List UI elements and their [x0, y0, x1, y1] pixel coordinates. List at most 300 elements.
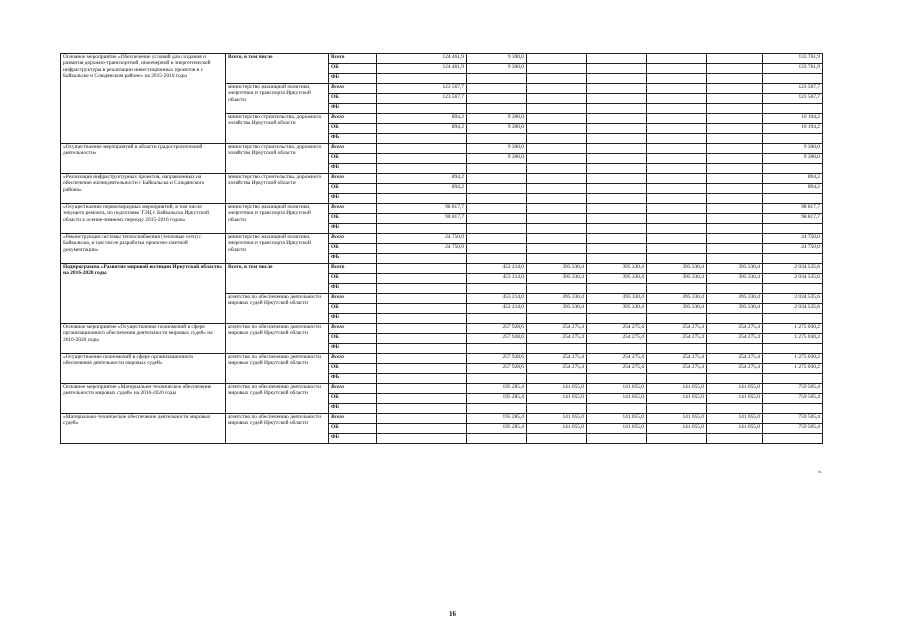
- amount-cell: [467, 374, 527, 384]
- amount-cell: [647, 244, 707, 254]
- amount-cell: [587, 94, 647, 104]
- amount-cell: 395 330,4: [527, 264, 587, 274]
- amount-cell: [707, 194, 763, 204]
- amount-cell: [467, 84, 527, 94]
- amount-cell: 195 285,4: [467, 424, 527, 434]
- amount-cell: 254 275,4: [527, 334, 587, 344]
- amount-cell: [527, 134, 587, 144]
- amount-cell: 453 214,0: [467, 264, 527, 274]
- amount-cell: [527, 94, 587, 104]
- amount-cell: 123 567,7: [377, 84, 467, 94]
- amount-cell: [467, 104, 527, 114]
- amount-cell: [467, 164, 527, 174]
- amount-cell: 141 055,0: [527, 414, 587, 424]
- responsible-executor: агентство по обеспечению деятельности мировых судей Иркутской области: [226, 384, 329, 414]
- amount-cell: [587, 164, 647, 174]
- amount-cell: [467, 404, 527, 414]
- amount-cell: [647, 134, 707, 144]
- table-row: [61, 54, 823, 64]
- amount-cell: [467, 234, 527, 244]
- amount-cell: [527, 114, 587, 124]
- amount-cell: [707, 144, 763, 154]
- funding-source: Всего: [329, 324, 377, 334]
- amount-cell: [587, 124, 647, 134]
- amount-cell: [527, 434, 587, 444]
- table-row: [61, 354, 823, 364]
- amount-cell: [377, 424, 467, 434]
- amount-cell: 195 285,4: [467, 384, 527, 394]
- amount-cell: 395 330,4: [587, 264, 647, 274]
- responsible-executor: агентство по обеспечению деятельности мировых судей Иркутской области: [226, 414, 329, 444]
- amount-cell: [527, 374, 587, 384]
- amount-cell: 395 330,4: [527, 274, 587, 284]
- amount-cell: [587, 254, 647, 264]
- amount-cell: [707, 244, 763, 254]
- amount-cell: [647, 314, 707, 324]
- amount-cell: [377, 224, 467, 234]
- amount-cell: [377, 194, 467, 204]
- amount-cell: 254 275,4: [527, 364, 587, 374]
- amount-cell: 254 275,4: [587, 334, 647, 344]
- amount-cell: [377, 314, 467, 324]
- table-row: [61, 414, 823, 424]
- amount-cell: 453 214,0: [467, 304, 527, 314]
- amount-cell: 9 300,0: [467, 54, 527, 64]
- measure-description: Основное мероприятие «Обеспечение условий для создания и развития дорожно-транспортной, инженерной и энергетической инфраструктуры в реализации инвестиционных проектов в г. Байкальске и Слюдянском районе» на 2015-2016 годы: [61, 54, 226, 144]
- amount-cell: 395 330,4: [587, 304, 647, 314]
- amount-cell: [527, 314, 587, 324]
- responsible-executor: министерство строительства, дорожного хозяйства Иркутской области: [226, 174, 329, 204]
- amount-cell: [377, 354, 467, 364]
- amount-cell: [587, 154, 647, 164]
- amount-cell: [527, 54, 587, 64]
- amount-cell: [467, 204, 527, 214]
- amount-cell: [527, 124, 587, 134]
- amount-cell: [707, 234, 763, 244]
- amount-cell: 9 300,0: [467, 154, 527, 164]
- amount-cell: [467, 194, 527, 204]
- amount-cell: [587, 404, 647, 414]
- funding-source: ФБ: [329, 104, 377, 114]
- amount-cell: 98 817,7: [377, 214, 467, 224]
- amount-cell: 254 275,4: [587, 324, 647, 334]
- amount-cell: 254 275,4: [527, 324, 587, 334]
- amount-cell: 759 505,4: [763, 414, 823, 424]
- funding-source: Всего: [329, 294, 377, 304]
- responsible-executor: министерство строительства, дорожного хозяйства Иркутской области: [226, 144, 329, 174]
- amount-cell: [587, 184, 647, 194]
- responsible-executor: Всего, в том числе: [226, 54, 329, 84]
- amount-cell: 98 817,7: [763, 214, 823, 224]
- amount-cell: 123 567,7: [763, 84, 823, 94]
- funding-source: Всего: [329, 354, 377, 364]
- amount-cell: [647, 374, 707, 384]
- amount-cell: 9 300,0: [763, 144, 823, 154]
- amount-cell: 453 214,0: [467, 274, 527, 284]
- amount-cell: 254 275,4: [527, 354, 587, 364]
- funding-source: ФБ: [329, 224, 377, 234]
- amount-cell: 2 034 535,6: [763, 264, 823, 274]
- amount-cell: [527, 64, 587, 74]
- amount-cell: 254 275,4: [647, 324, 707, 334]
- amount-cell: [587, 314, 647, 324]
- amount-cell: [707, 134, 763, 144]
- funding-source: ФБ: [329, 314, 377, 324]
- amount-cell: 24 750,0: [763, 244, 823, 254]
- amount-cell: [647, 84, 707, 94]
- amount-cell: [587, 244, 647, 254]
- funding-source: ОБ: [329, 124, 377, 134]
- amount-cell: [763, 284, 823, 294]
- amount-cell: [707, 214, 763, 224]
- table-row: [61, 384, 823, 394]
- amount-cell: [467, 284, 527, 294]
- funding-source: ОБ: [329, 334, 377, 344]
- funding-source: ОБ: [329, 154, 377, 164]
- amount-cell: [377, 104, 467, 114]
- amount-cell: [527, 204, 587, 214]
- amount-cell: [467, 254, 527, 264]
- amount-cell: [763, 344, 823, 354]
- amount-cell: [707, 174, 763, 184]
- amount-cell: [467, 134, 527, 144]
- funding-source: ФБ: [329, 254, 377, 264]
- amount-cell: 141 055,0: [707, 384, 763, 394]
- amount-cell: [707, 374, 763, 384]
- amount-cell: [647, 104, 707, 114]
- table-row: [61, 204, 823, 214]
- amount-cell: [467, 94, 527, 104]
- amount-cell: [377, 384, 467, 394]
- amount-cell: 124 461,9: [377, 64, 467, 74]
- amount-cell: [647, 344, 707, 354]
- amount-cell: [467, 214, 527, 224]
- amount-cell: [647, 214, 707, 224]
- amount-cell: 254 275,4: [707, 334, 763, 344]
- amount-cell: [707, 164, 763, 174]
- amount-cell: [377, 254, 467, 264]
- amount-cell: [587, 104, 647, 114]
- funding-source: Всего: [329, 84, 377, 94]
- amount-cell: 141 055,0: [647, 394, 707, 404]
- amount-cell: [467, 244, 527, 254]
- amount-cell: 257 928,6: [467, 324, 527, 334]
- amount-cell: [647, 284, 707, 294]
- amount-cell: 1 275 030,2: [763, 324, 823, 334]
- amount-cell: [377, 324, 467, 334]
- amount-cell: [527, 184, 587, 194]
- measure-description: «Осуществление мероприятий в области градостроительной деятельности»: [61, 144, 226, 174]
- measure-description: «Осуществление полномочий в сфере организационного обеспечения деятельности мировых судей»: [61, 354, 226, 384]
- amount-cell: [377, 264, 467, 274]
- amount-cell: 395 330,4: [647, 304, 707, 314]
- amount-cell: [377, 344, 467, 354]
- amount-cell: 395 330,4: [587, 274, 647, 284]
- measure-description: Основное мероприятие «Материально-техническое обеспечение деятельности мировых судей» на 2016-2020 годы: [61, 384, 226, 414]
- amount-cell: [527, 84, 587, 94]
- funding-source: ФБ: [329, 74, 377, 84]
- funding-source: Всего: [329, 204, 377, 214]
- amount-cell: 254 275,4: [587, 354, 647, 364]
- amount-cell: 395 330,4: [647, 264, 707, 274]
- amount-cell: 395 330,4: [587, 294, 647, 304]
- amount-cell: 395 330,4: [707, 304, 763, 314]
- table-row: [61, 234, 823, 244]
- funding-source: ФБ: [329, 164, 377, 174]
- amount-cell: 254 275,4: [647, 334, 707, 344]
- amount-cell: [647, 194, 707, 204]
- amount-cell: [377, 164, 467, 174]
- amount-cell: 123 567,7: [377, 94, 467, 104]
- amount-cell: [467, 314, 527, 324]
- amount-cell: 254 275,4: [647, 354, 707, 364]
- amount-cell: [707, 284, 763, 294]
- amount-cell: [587, 374, 647, 384]
- funding-source: ОБ: [329, 214, 377, 224]
- amount-cell: [763, 104, 823, 114]
- amount-cell: 2 034 535,6: [763, 274, 823, 284]
- amount-cell: [647, 94, 707, 104]
- amount-cell: 894,2: [763, 184, 823, 194]
- funding-source: ОБ: [329, 304, 377, 314]
- amount-cell: 1 275 030,2: [763, 334, 823, 344]
- amount-cell: 141 055,0: [647, 414, 707, 424]
- amount-cell: [587, 54, 647, 64]
- amount-cell: [377, 274, 467, 284]
- amount-cell: [763, 434, 823, 444]
- amount-cell: 257 928,6: [467, 364, 527, 374]
- amount-cell: [377, 284, 467, 294]
- funding-source: ОБ: [329, 94, 377, 104]
- amount-cell: [647, 144, 707, 154]
- amount-cell: [587, 214, 647, 224]
- amount-cell: [377, 434, 467, 444]
- amount-cell: [467, 184, 527, 194]
- amount-cell: [587, 284, 647, 294]
- amount-cell: 759 505,4: [763, 384, 823, 394]
- amount-cell: [763, 374, 823, 384]
- amount-cell: [377, 374, 467, 384]
- amount-cell: [377, 364, 467, 374]
- page-number: 16: [449, 610, 456, 618]
- amount-cell: 395 330,4: [527, 294, 587, 304]
- amount-cell: 141 055,0: [647, 424, 707, 434]
- amount-cell: 141 055,0: [707, 424, 763, 434]
- amount-cell: [647, 204, 707, 214]
- amount-cell: [587, 64, 647, 74]
- amount-cell: [763, 74, 823, 84]
- amount-cell: [707, 314, 763, 324]
- amount-cell: [587, 84, 647, 94]
- funding-source: ОБ: [329, 424, 377, 434]
- amount-cell: [587, 194, 647, 204]
- amount-cell: 2 034 535,6: [763, 294, 823, 304]
- amount-cell: [587, 174, 647, 184]
- amount-cell: 141 055,0: [587, 424, 647, 434]
- amount-cell: 141 055,0: [647, 384, 707, 394]
- funding-source: Всего: [329, 264, 377, 274]
- amount-cell: 395 330,4: [707, 274, 763, 284]
- amount-cell: [707, 184, 763, 194]
- funding-source: Всего: [329, 174, 377, 184]
- measure-description: Подпрограмма «Развитие мировой юстиции Иркутской области» на 2016-2020 годы: [61, 264, 226, 324]
- funding-source: ОБ: [329, 394, 377, 404]
- amount-cell: 395 330,4: [707, 294, 763, 304]
- measure-description: Основное мероприятие «Осуществление полномочий в сфере организационного обеспечения деятельности мировых судей» на 2016-2020 годы: [61, 324, 226, 354]
- amount-cell: [527, 234, 587, 244]
- amount-cell: 195 285,4: [467, 394, 527, 404]
- amount-cell: 1 275 030,2: [763, 364, 823, 374]
- amount-cell: [587, 234, 647, 244]
- amount-cell: [707, 404, 763, 414]
- responsible-executor: Всего, в том числе: [226, 264, 329, 294]
- amount-cell: [763, 254, 823, 264]
- amount-cell: 9 300,0: [467, 124, 527, 134]
- amount-cell: [377, 394, 467, 404]
- amount-cell: 254 275,4: [707, 354, 763, 364]
- budget-table: [60, 53, 823, 444]
- amount-cell: 395 330,4: [647, 274, 707, 284]
- amount-cell: [527, 254, 587, 264]
- amount-cell: [587, 114, 647, 124]
- table-row: [61, 324, 823, 334]
- amount-cell: 195 285,4: [467, 414, 527, 424]
- amount-cell: [467, 434, 527, 444]
- amount-cell: 141 055,0: [527, 384, 587, 394]
- funding-source: ФБ: [329, 374, 377, 384]
- amount-cell: [587, 134, 647, 144]
- amount-cell: [707, 204, 763, 214]
- funding-source: Всего: [329, 414, 377, 424]
- amount-cell: [763, 164, 823, 174]
- amount-cell: 141 055,0: [707, 414, 763, 424]
- amount-cell: 257 928,6: [467, 334, 527, 344]
- amount-cell: [527, 74, 587, 84]
- amount-cell: [763, 224, 823, 234]
- amount-cell: 123 567,7: [763, 94, 823, 104]
- funding-source: ФБ: [329, 134, 377, 144]
- amount-cell: [647, 234, 707, 244]
- responsible-executor: министерство строительства, дорожного хозяйства Иркутской области: [226, 114, 329, 144]
- amount-cell: 9 300,0: [467, 64, 527, 74]
- responsible-executor: агентство по обеспечению деятельности мировых судей Иркутской области: [226, 294, 329, 324]
- amount-cell: 24 750,0: [377, 244, 467, 254]
- amount-cell: [527, 174, 587, 184]
- responsible-executor: министерство жилищной политики, энергетики и транспорта Иркутской области: [226, 84, 329, 114]
- amount-cell: 98 817,7: [377, 204, 467, 214]
- amount-cell: [647, 224, 707, 234]
- funding-source: ФБ: [329, 404, 377, 414]
- responsible-executor: министерство жилищной политики, энергетики и транспорта Иркутской области: [226, 204, 329, 234]
- amount-cell: [587, 434, 647, 444]
- responsible-executor: агентство по обеспечению деятельности мировых судей Иркутской области: [226, 354, 329, 384]
- amount-cell: [587, 204, 647, 214]
- amount-cell: 9 300,0: [467, 144, 527, 154]
- amount-cell: 254 275,4: [707, 324, 763, 334]
- amount-cell: [527, 284, 587, 294]
- amount-cell: [587, 144, 647, 154]
- measure-description: «Реализация инфраструктурных проектов, направленных на обеспечение жизнедеятельности г Байкальска и Слюдянского района»: [61, 174, 226, 204]
- funding-source: ФБ: [329, 284, 377, 294]
- measure-description: «Осуществление первоочередных мероприятий, в том числе текущего ремонта, по подготовке ТЭЦ г. Байкальска Иркутской области к осенне-зимнему периоду 2015-2016 годов»: [61, 204, 226, 234]
- amount-cell: [707, 104, 763, 114]
- amount-cell: [763, 194, 823, 204]
- amount-cell: [707, 114, 763, 124]
- amount-cell: 141 055,0: [527, 394, 587, 404]
- amount-cell: [707, 74, 763, 84]
- amount-cell: [527, 244, 587, 254]
- amount-cell: [527, 404, 587, 414]
- amount-cell: 141 055,0: [587, 414, 647, 424]
- amount-cell: 894,2: [763, 174, 823, 184]
- amount-cell: [377, 144, 467, 154]
- amount-cell: 395 330,4: [707, 264, 763, 274]
- amount-cell: [707, 64, 763, 74]
- amount-cell: 98 817,7: [763, 204, 823, 214]
- amount-cell: 257 928,6: [467, 354, 527, 364]
- amount-cell: [707, 434, 763, 444]
- amount-cell: 894,2: [377, 124, 467, 134]
- amount-cell: [647, 74, 707, 84]
- amount-cell: 141 055,0: [587, 394, 647, 404]
- amount-cell: [527, 224, 587, 234]
- amount-cell: [527, 144, 587, 154]
- amount-cell: [527, 194, 587, 204]
- amount-cell: [647, 434, 707, 444]
- amount-cell: 894,2: [377, 184, 467, 194]
- funding-source: Всего: [329, 144, 377, 154]
- amount-cell: [647, 124, 707, 134]
- amount-cell: [707, 344, 763, 354]
- funding-source: ФБ: [329, 194, 377, 204]
- amount-cell: 141 055,0: [707, 394, 763, 404]
- amount-cell: 759 505,4: [763, 394, 823, 404]
- amount-cell: [647, 174, 707, 184]
- amount-cell: [377, 154, 467, 164]
- amount-cell: [467, 74, 527, 84]
- amount-cell: [467, 224, 527, 234]
- amount-cell: [707, 124, 763, 134]
- funding-source: ФБ: [329, 344, 377, 354]
- funding-source: ОБ: [329, 274, 377, 284]
- amount-cell: 124 461,9: [377, 54, 467, 64]
- amount-cell: [377, 294, 467, 304]
- funding-source: ОБ: [329, 184, 377, 194]
- amount-cell: 9 300,0: [467, 114, 527, 124]
- amount-cell: [763, 404, 823, 414]
- amount-cell: 894,2: [377, 114, 467, 124]
- amount-cell: [647, 64, 707, 74]
- amount-cell: [763, 314, 823, 324]
- amount-cell: 254 275,4: [587, 364, 647, 374]
- amount-cell: 24 750,0: [763, 234, 823, 244]
- funding-source: Всего: [329, 384, 377, 394]
- amount-cell: 10 194,2: [763, 114, 823, 124]
- funding-source: ОБ: [329, 64, 377, 74]
- amount-cell: [467, 344, 527, 354]
- responsible-executor: министерство жилищной политики, энергетики и транспорта Иркутской области: [226, 234, 329, 264]
- amount-cell: [647, 54, 707, 64]
- amount-cell: 254 275,4: [707, 364, 763, 374]
- amount-cell: [527, 104, 587, 114]
- amount-cell: [527, 154, 587, 164]
- amount-cell: 9 300,0: [763, 154, 823, 164]
- amount-cell: 10 194,2: [763, 124, 823, 134]
- amount-cell: 894,2: [377, 174, 467, 184]
- amount-cell: [587, 344, 647, 354]
- amount-cell: 453 214,0: [467, 294, 527, 304]
- amount-cell: [377, 404, 467, 414]
